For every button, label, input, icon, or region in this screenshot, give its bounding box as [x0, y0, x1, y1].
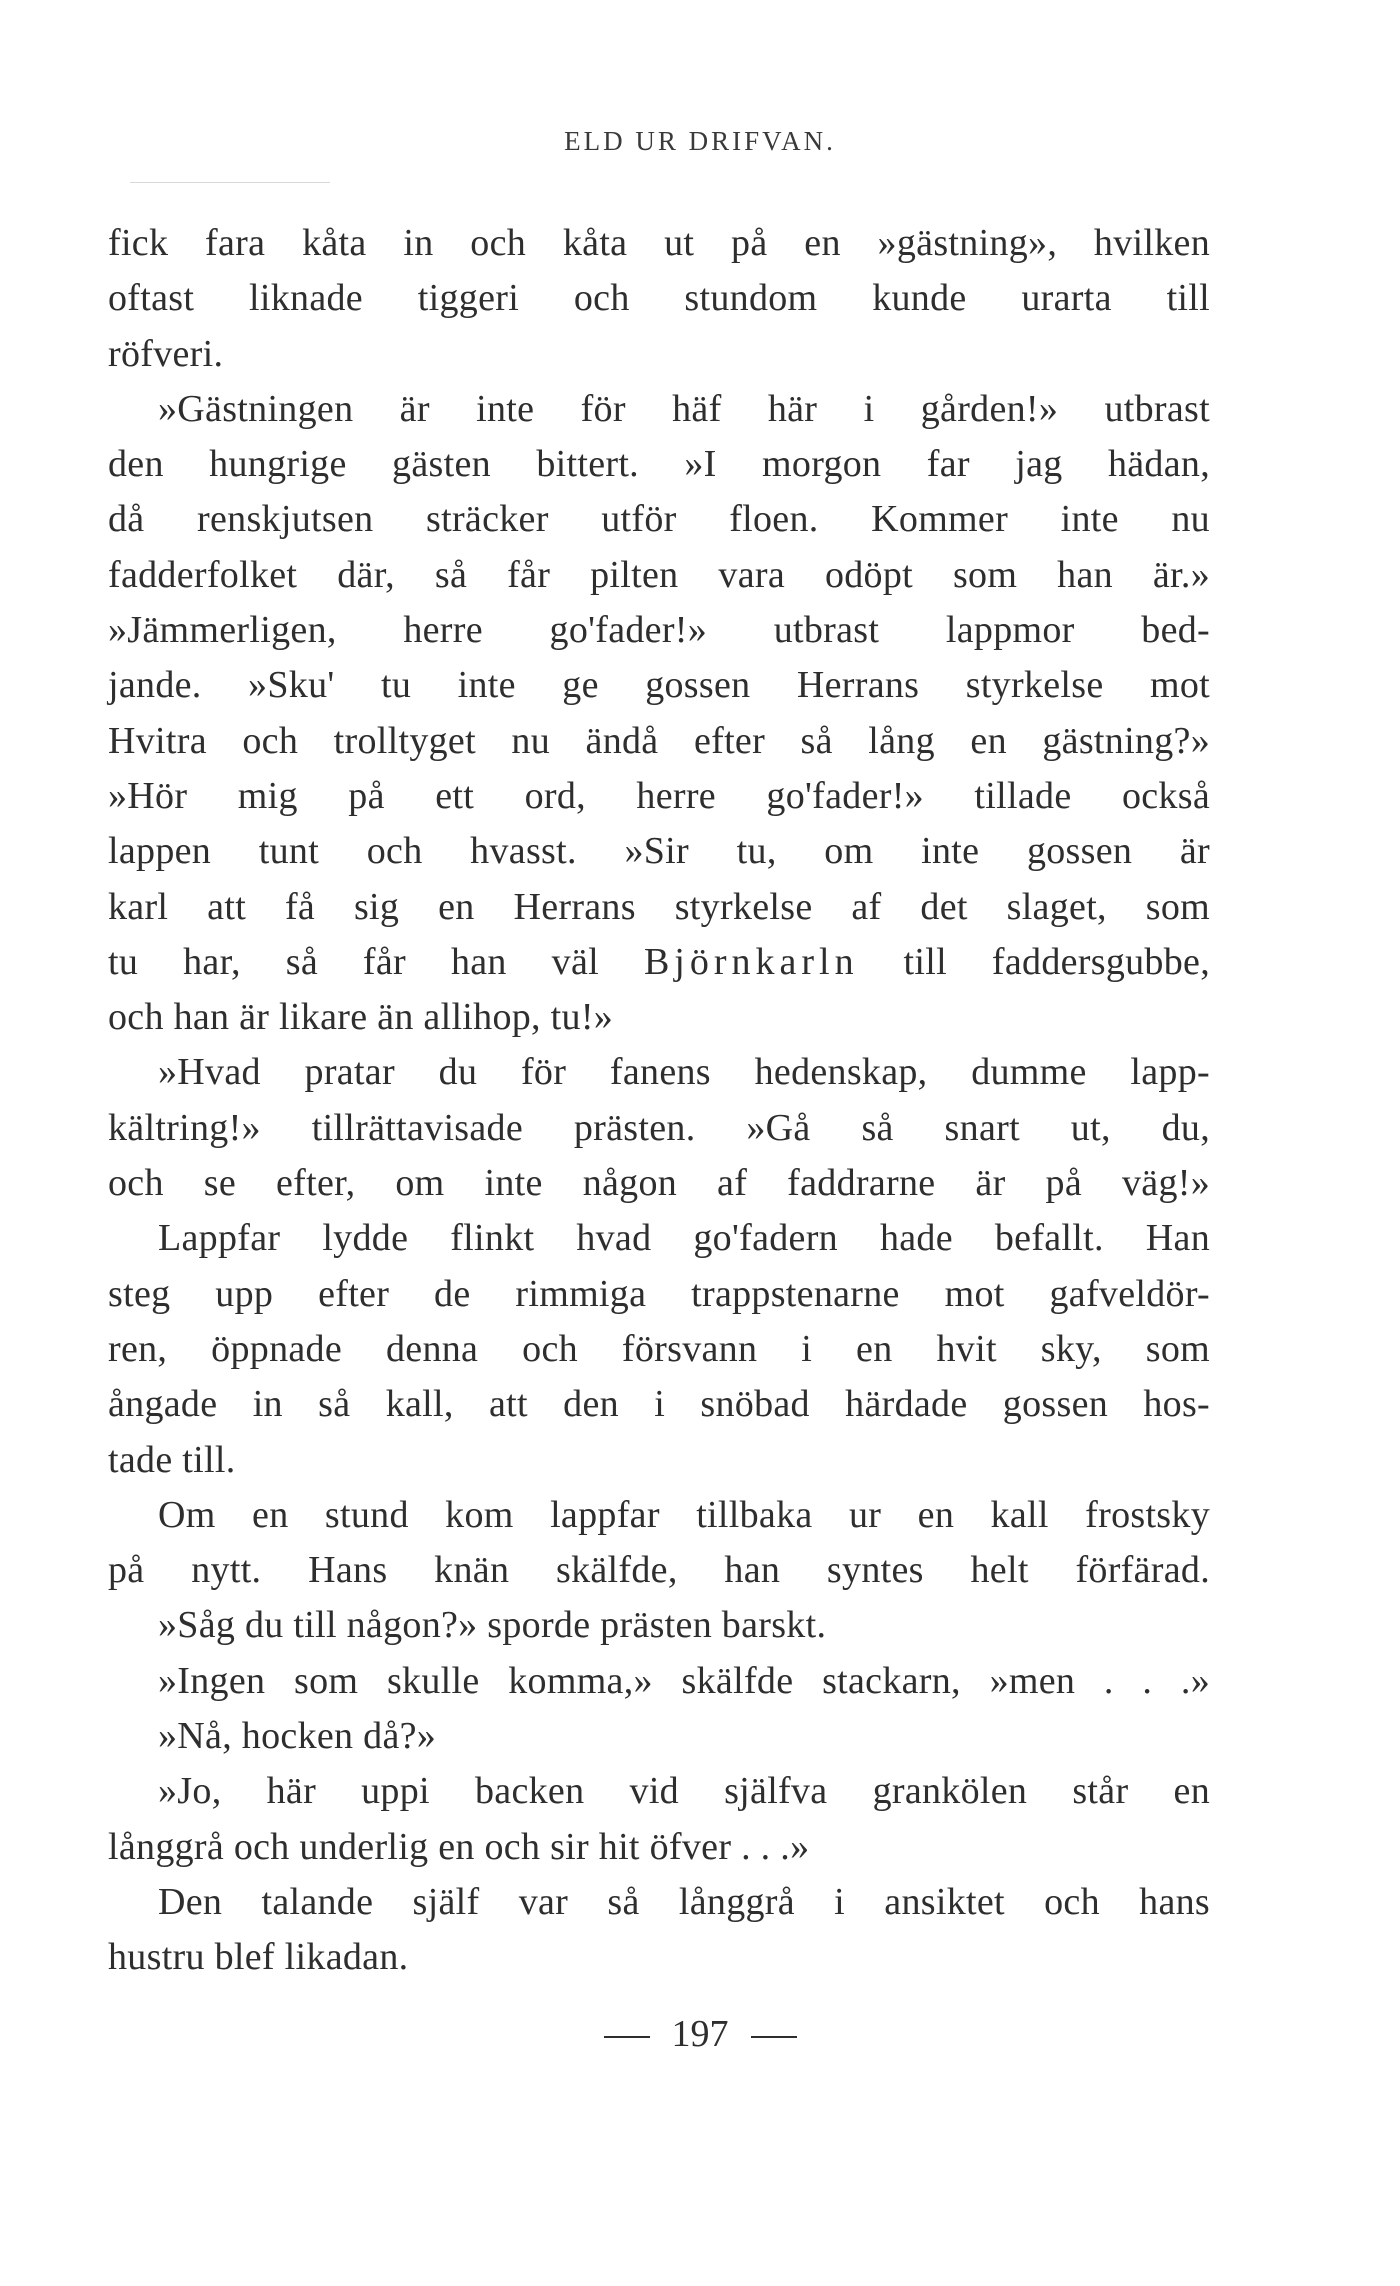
text-line: fadderfolket där, så får pilten vara odöpt som han är.» — [108, 553, 1210, 596]
text-fragment: till faddersgubbe, — [903, 940, 1210, 983]
text-line: jande. »Sku' tu inte ge gossen Herrans styrkelse mot — [108, 664, 1210, 707]
emphasized-name: Björnkarln — [643, 940, 859, 983]
text-line: tade till. — [108, 1438, 236, 1481]
text-line: fick fara kåta in och kåta ut på en »gästning», hvilken — [108, 222, 1210, 264]
header-rule — [130, 182, 330, 183]
text-line: »Jo, här uppi backen vid själfva grankölen står en — [158, 1770, 1210, 1813]
text-line: då renskjutsen sträcker utför floen. Kommer inte nu — [108, 498, 1210, 541]
page-number — [0, 2012, 1400, 2056]
text-line: på nytt. Hans knän skälfde, han syntes helt förfärad. — [108, 1549, 1210, 1592]
text-line: den hungrige gästen bittert. »I morgon far jag hädan, — [108, 443, 1210, 486]
text-line: Hvitra och trolltyget nu ändå efter så lång en gästning?» — [108, 719, 1210, 762]
text-line: »Hör mig på ett ord, herre go'fader!» tillade också — [108, 774, 1210, 817]
body-text — [108, 216, 1210, 1986]
text-line: »Jämmerligen, herre go'fader!» utbrast lappmor bed- — [108, 609, 1210, 652]
text-line: Lappfar lydde flinkt hvad go'fadern hade befallt. Han — [158, 1217, 1210, 1260]
page-number-text: 197 — [671, 2013, 729, 2055]
text-line: »Såg du till någon?» sporde prästen barskt. — [158, 1604, 827, 1647]
text-line: kältring!» tillrättavisade prästen. »Gå så snart ut, du, — [108, 1106, 1210, 1149]
text-line: »Nå, hocken då?» — [158, 1715, 437, 1758]
text-line: Om en stund kom lappfar tillbaka ur en kall frostsky — [158, 1493, 1210, 1536]
running-head: ELD UR DRIFVAN. — [564, 126, 836, 156]
text-line: ångade in så kall, att den i snöbad härdade gossen hos- — [108, 1383, 1210, 1426]
text-line: och se efter, om inte någon af faddrarne är på väg!» — [108, 1162, 1210, 1205]
text-line: röfveri. — [108, 332, 224, 375]
folio-dash-right — [751, 2036, 797, 2038]
text-line: »Ingen som skulle komma,» skälfde stackarn, »men . . .» — [158, 1659, 1210, 1702]
text-line: och han är likare än allihop, tu!» — [108, 996, 614, 1039]
folio-dash-left — [604, 2036, 650, 2038]
text-line: lappen tunt och hvasst. »Sir tu, om inte gossen är — [108, 830, 1210, 873]
text-line: steg upp efter de rimmiga trappstenarne mot gafveldör- — [108, 1272, 1210, 1315]
text-line: långgrå och underlig en och sir hit öfver . . .» — [108, 1825, 810, 1868]
text-line: »Hvad pratar du för fanens hedenskap, dumme lapp- — [158, 1051, 1210, 1094]
text-line: hustru blef likadan. — [108, 1936, 409, 1979]
text-fragment: tu har, så får han väl — [108, 940, 599, 983]
text-line: oftast liknade tiggeri och stundom kunde urarta till — [108, 277, 1210, 320]
text-line: ren, öppnade denna och försvann i en hvit sky, som — [108, 1327, 1210, 1370]
text-line: »Gästningen är inte för häf här i gården!» utbrast — [158, 387, 1210, 430]
text-line: Den talande själf var så långgrå i ansiktet och hans — [158, 1880, 1210, 1923]
text-line — [108, 935, 1210, 990]
text-line: karl att få sig en Herrans styrkelse af det slaget, som — [108, 885, 1210, 928]
